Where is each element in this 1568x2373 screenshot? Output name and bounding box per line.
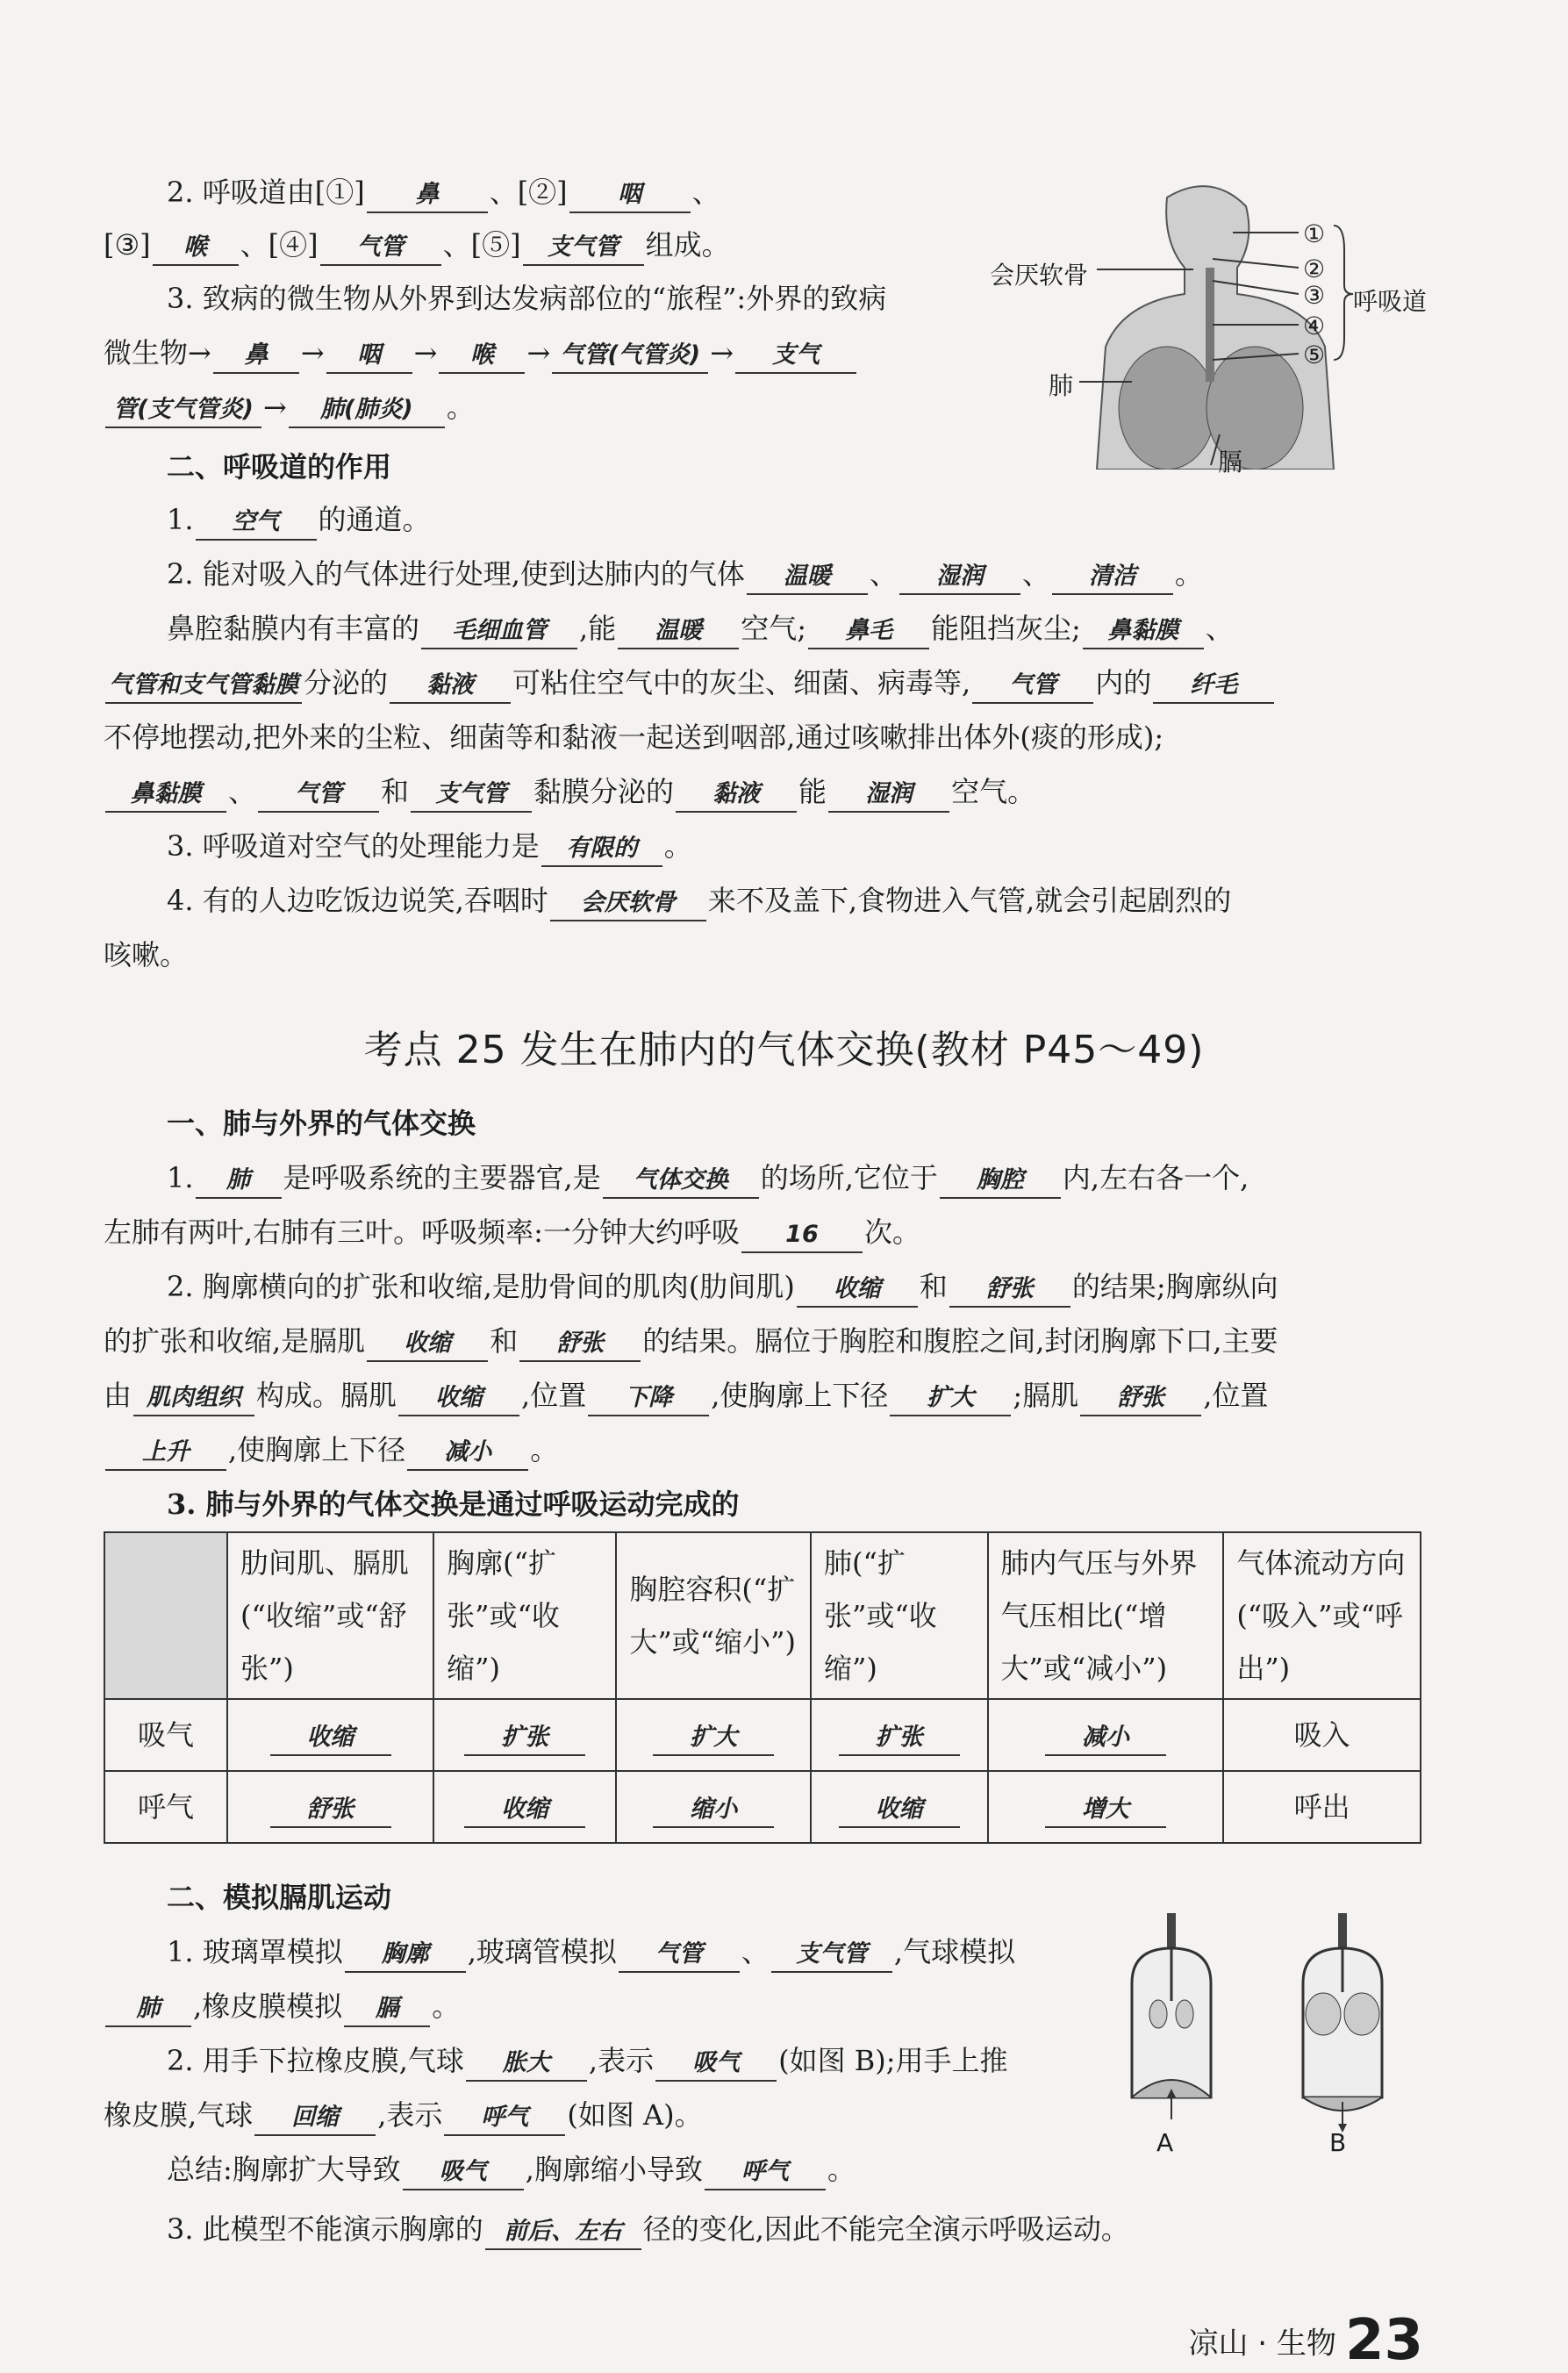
text: ,表示 [588, 2044, 655, 2077]
cell-answer: 舒张 [270, 1793, 391, 1828]
row-label: 呼气 [104, 1771, 227, 1843]
answer-chest: 胸腔 [940, 1164, 1061, 1199]
label-lung: 肺 [1049, 371, 1074, 400]
arrow: → [526, 336, 551, 369]
model-q3 [167, 2210, 1129, 2250]
gas-q1-line2 [104, 1213, 920, 1253]
text: 总结:胸廓扩大导致 [167, 2153, 401, 2186]
text: (如图 A)。 [567, 2098, 703, 2132]
gas-q2-line4 [104, 1430, 558, 1471]
text: 内,左右各一个, [1062, 1161, 1249, 1194]
answer-relax2: 舒张 [519, 1327, 641, 1362]
model-q1-line2 [104, 1987, 460, 2027]
table-cell [811, 1771, 988, 1843]
section-title-airway-function: 二、呼吸道的作用 [167, 450, 392, 484]
q3-line2 [104, 333, 858, 374]
answer-pharynx: 咽 [569, 178, 691, 213]
answer-balloon-lung: 肺 [105, 1992, 191, 2027]
gas-q2-line3 [104, 1376, 1268, 1416]
answer-bronchi: 支气管 [523, 231, 644, 266]
text: 。 [432, 1989, 461, 2023]
path-bronchi-2: 管(支气管炎) [105, 393, 261, 428]
answer-cilia: 纤毛 [1153, 669, 1274, 704]
text: 次。 [863, 1215, 920, 1249]
bell-jar-b [1303, 1913, 1382, 2133]
table-cell [433, 1771, 616, 1843]
text: ,玻璃管模拟 [467, 1935, 617, 1968]
answer-warm2: 温暖 [618, 614, 739, 649]
answer-enlarge: 扩大 [890, 1381, 1011, 1416]
answer-br3: 支气管 [411, 778, 532, 813]
table-header-cell: 肺(“扩张”或“收缩”) [811, 1532, 988, 1699]
text: 的结果。膈位于胸腔和腹腔之间,封闭胸廓下口,主要 [642, 1324, 1278, 1358]
q2-line2 [104, 226, 730, 266]
answer-tb-mucosa: 气管和支气管黏膜 [105, 669, 302, 704]
topic-heading: 考点 25 发生在肺内的气体交换(教材 P45～49) [363, 1028, 1205, 1072]
table-cell [227, 1699, 433, 1771]
airway-q1 [167, 500, 431, 541]
table-header-cell: 胸廓(“扩张”或“收缩”) [433, 1532, 616, 1699]
answer-limited: 有限的 [541, 832, 662, 867]
breathing-table [104, 1531, 1421, 1844]
gas-q1 [167, 1158, 1249, 1199]
text: 1. 玻璃罩模拟 [167, 1935, 343, 1968]
text: 1. [167, 503, 194, 536]
text: 的通道。 [318, 503, 431, 536]
answer-epiglottis: 会厌软骨 [550, 886, 706, 921]
text: 空气。 [951, 775, 1036, 808]
text: 、 [691, 176, 720, 209]
text: 2. 用手下拉橡皮膜,气球 [167, 2044, 464, 2077]
text: 由 [104, 1379, 132, 1412]
answer-inhale: 吸气 [655, 2047, 777, 2082]
q3-line3 [104, 388, 475, 428]
path-trachea: 气管(气管炎) [552, 339, 708, 374]
answer-up: 上升 [105, 1436, 226, 1471]
text: 内的 [1095, 666, 1152, 699]
table-cell [988, 1699, 1224, 1771]
answer-inhale2: 吸气 [403, 2155, 524, 2190]
section-title-diaphragm-model: 二、模拟膈肌运动 [167, 1881, 392, 1914]
text: 能阻挡灰尘; [931, 612, 1081, 645]
cell-answer: 减小 [1045, 1721, 1166, 1756]
text: 、[④] [240, 228, 319, 262]
airway-q2 [167, 555, 1203, 595]
answer-down: 下降 [588, 1381, 709, 1416]
airway-q2-line4: 不停地摆动,把外来的尘粒、细菌等和黏液一起送到咽部,通过咳嗽排出体外(痰的形成); [104, 721, 1164, 754]
text: ,橡皮膜模拟 [193, 1989, 343, 2023]
answer-nose: 鼻 [367, 178, 488, 213]
text: 的结果;胸廓纵向 [1071, 1270, 1278, 1303]
cell-answer: 收缩 [839, 1793, 960, 1828]
text: 和 [381, 775, 410, 808]
path-bronchi-1: 支气 [735, 339, 856, 374]
label-fig-a: A [1156, 2128, 1174, 2157]
text: ,使胸廓上下径 [228, 1433, 406, 1466]
page-footer [1189, 2308, 1424, 2373]
text: 。 [530, 1433, 559, 1466]
text: ;膈肌 [1013, 1379, 1079, 1412]
text: (如图 B);用手上推 [778, 2044, 1008, 2077]
bell-jar-a [1132, 1913, 1211, 2119]
answer-larynx: 喉 [153, 231, 239, 266]
answer-nasal-mucosa: 鼻黏膜 [1083, 614, 1204, 649]
answer-relax3: 舒张 [1080, 1381, 1201, 1416]
text: 的扩张和收缩,是膈肌 [104, 1324, 366, 1358]
text: 空气; [741, 612, 806, 645]
answer-swell: 胀大 [466, 2047, 587, 2082]
page-number: 23 [1344, 2308, 1423, 2373]
answer-mucus2: 黏液 [676, 778, 797, 813]
text: 和 [919, 1270, 948, 1303]
table-row [104, 1771, 1421, 1843]
q3-line1: 3. 致病的微生物从外界到达发病部位的“旅程”:外界的致病 [167, 282, 887, 315]
arrow: → [710, 336, 734, 369]
table-cell [988, 1771, 1224, 1843]
bell-jar-figures [1114, 1913, 1448, 2159]
model-q1 [167, 1932, 1015, 1973]
table-header-cell: 肺内气压与外界气压相比(“增大”或“减小”) [988, 1532, 1224, 1699]
answer-nosehair: 鼻毛 [808, 614, 929, 649]
gas-q2 [167, 1267, 1278, 1308]
footer-text: 凉山 · 生物 [1188, 2326, 1336, 2362]
answer-trachea: 气管 [320, 231, 441, 266]
answer-tube-trachea: 气管 [619, 1938, 740, 1973]
answer-muscle: 肌肉组织 [133, 1381, 254, 1416]
table-row [104, 1699, 1421, 1771]
answer-contract2: 收缩 [367, 1327, 488, 1362]
text: 和 [490, 1324, 519, 1358]
answer-warm: 温暖 [747, 560, 868, 595]
table-cell [616, 1699, 811, 1771]
text: 、 [869, 557, 898, 591]
text: ,表示 [377, 2098, 443, 2132]
arrow: → [263, 391, 287, 424]
text: ,气球模拟 [893, 1935, 1016, 1968]
path-larynx: 喉 [439, 339, 525, 374]
text: 、 [228, 775, 257, 808]
airway-q3 [167, 827, 692, 867]
gas-q3: 3. 肺与外界的气体交换是通过呼吸运动完成的 [167, 1488, 740, 1521]
airway-q2-line5 [104, 772, 1035, 813]
text: 、 [1205, 612, 1234, 645]
answer-lung: 肺 [196, 1164, 282, 1199]
section-title-gas-exchange: 一、肺与外界的气体交换 [167, 1107, 476, 1140]
text: ,能 [579, 612, 617, 645]
text: ,位置 [521, 1379, 587, 1412]
text: 。 [446, 391, 475, 424]
text: [③] [104, 228, 151, 262]
answer-16: 16 [741, 1218, 863, 1253]
text: 、[②] [489, 176, 568, 209]
text: 黏膜分泌的 [533, 775, 675, 808]
airway-q2-line3 [104, 663, 1276, 704]
answer-gas-exchange: 气体交换 [603, 1164, 759, 1199]
text: 。 [827, 2153, 856, 2186]
row-label: 吸气 [104, 1699, 227, 1771]
cell-answer: 收缩 [464, 1793, 585, 1828]
text: 1. [167, 1161, 194, 1194]
text: 、 [741, 1935, 770, 1968]
label-airway: 呼吸道 [1353, 287, 1428, 316]
answer-shrink: 回缩 [254, 2101, 376, 2136]
text: ,位置 [1203, 1379, 1269, 1412]
label-3: ③ [1303, 281, 1326, 310]
text: 鼻腔黏膜内有丰富的 [167, 612, 420, 645]
table-cell [616, 1771, 811, 1843]
text: 2. 能对吸入的气体进行处理,使到达肺内的气体 [167, 557, 745, 591]
text: 、[⑤] [442, 228, 521, 262]
answer-contract3: 收缩 [398, 1381, 519, 1416]
text: 左肺有两叶,右肺有三叶。呼吸频率:一分钟大约呼吸 [104, 1215, 740, 1249]
q2-line1 [167, 173, 720, 213]
text: 4. 有的人边吃饭边说笑,吞咽时 [167, 884, 548, 917]
answer-membrane-diaphragm: 膈 [344, 1992, 430, 2027]
label-4: ④ [1303, 312, 1326, 341]
text: ,使胸廓上下径 [711, 1379, 889, 1412]
text: 3. 此模型不能演示胸廓的 [167, 2212, 483, 2246]
table-cell: 吸入 [1223, 1699, 1421, 1771]
label-epiglottis: 会厌软骨 [990, 261, 1089, 290]
answer-relax: 舒张 [949, 1273, 1070, 1308]
text: 2. 呼吸道由[①] [167, 176, 365, 209]
text: 的场所,它位于 [760, 1161, 938, 1194]
answer-contract: 收缩 [797, 1273, 918, 1308]
text: 是呼吸系统的主要器官,是 [283, 1161, 601, 1194]
answer-clean: 清洁 [1052, 560, 1173, 595]
answer-capillary: 毛细血管 [421, 614, 577, 649]
answer-moist2: 湿润 [828, 778, 949, 813]
model-q2-line2 [104, 2096, 703, 2136]
text: 组成。 [645, 228, 730, 262]
answer-moist: 湿润 [899, 560, 1020, 595]
text: 2. 胸廓横向的扩张和收缩,是肋骨间的肌肉(肋间肌) [167, 1270, 795, 1303]
airway-q4 [167, 881, 1231, 921]
text: 构成。膈肌 [256, 1379, 397, 1412]
answer-tr3: 气管 [258, 778, 379, 813]
text: 3. 呼吸道对空气的处理能力是 [167, 829, 540, 863]
answer-trachea2: 气管 [972, 669, 1093, 704]
text: 径的变化,因此不能完全演示呼吸运动。 [642, 2212, 1129, 2246]
answer-nm2: 鼻黏膜 [105, 778, 226, 813]
answer-thorax: 胸廓 [345, 1938, 466, 1973]
text: 分泌的 [304, 666, 389, 699]
table-header-cell: 肋间肌、膈肌(“收缩”或“舒张”) [227, 1532, 433, 1699]
cell-answer: 扩张 [464, 1721, 585, 1756]
label-1: ① [1303, 219, 1326, 248]
table-cell [433, 1699, 616, 1771]
cell-answer: 收缩 [270, 1721, 391, 1756]
text: 来不及盖下,食物进入气管,就会引起剧烈的 [707, 884, 1232, 917]
table-cell [811, 1699, 988, 1771]
table-cell: 呼出 [1223, 1771, 1421, 1843]
path-pharynx: 咽 [326, 339, 412, 374]
gas-q2-line2 [104, 1322, 1278, 1362]
text: 能 [798, 775, 827, 808]
text: ,胸廓缩小导致 [525, 2153, 703, 2186]
label-5: ⑤ [1303, 341, 1326, 369]
text: 。 [663, 829, 692, 863]
answer-ap-lr: 前后、左右 [485, 2215, 641, 2250]
table-header-row [104, 1532, 1421, 1699]
answer-reduce: 减小 [407, 1436, 528, 1471]
text: 、 [1021, 557, 1050, 591]
label-fig-b: B [1329, 2128, 1347, 2157]
cell-answer: 增大 [1045, 1793, 1166, 1828]
cell-answer: 扩大 [653, 1721, 774, 1756]
text: 可粘住空气中的灰尘、细菌、病毒等, [512, 666, 971, 699]
table-header-cell [104, 1532, 227, 1699]
model-summary [167, 2150, 856, 2190]
left-lung-shape [1119, 347, 1215, 470]
cell-answer: 扩张 [839, 1721, 960, 1756]
brace [1334, 226, 1353, 360]
airway-q2-line2 [167, 609, 1234, 649]
arrow: → [413, 336, 438, 369]
table-cell [227, 1771, 433, 1843]
respiratory-figure [983, 171, 1439, 470]
answer-exhale2: 呼气 [705, 2155, 826, 2190]
table-header-cell: 气体流动方向(“吸入”或“呼出”) [1223, 1532, 1421, 1699]
arrow: → [300, 336, 325, 369]
text: 微生物→ [104, 336, 211, 369]
text: 橡皮膜,气球 [104, 2098, 254, 2132]
table-header-cell: 胸腔容积(“扩大”或“缩小”) [616, 1532, 811, 1699]
model-q2 [167, 2041, 1008, 2082]
text: 。 [1174, 557, 1203, 591]
answer-tube-bronchi: 支气管 [771, 1938, 892, 1973]
path-lung: 肺(肺炎) [289, 393, 445, 428]
answer-exhale: 呼气 [444, 2101, 565, 2136]
airway-q4-line2: 咳嗽。 [104, 938, 189, 971]
answer-mucus: 黏液 [390, 669, 511, 704]
path-nose: 鼻 [213, 339, 299, 374]
label-diaphragm: 膈 [1218, 448, 1243, 477]
cell-answer: 缩小 [653, 1793, 774, 1828]
answer-air: 空气 [196, 505, 317, 541]
label-2: ② [1303, 255, 1326, 283]
